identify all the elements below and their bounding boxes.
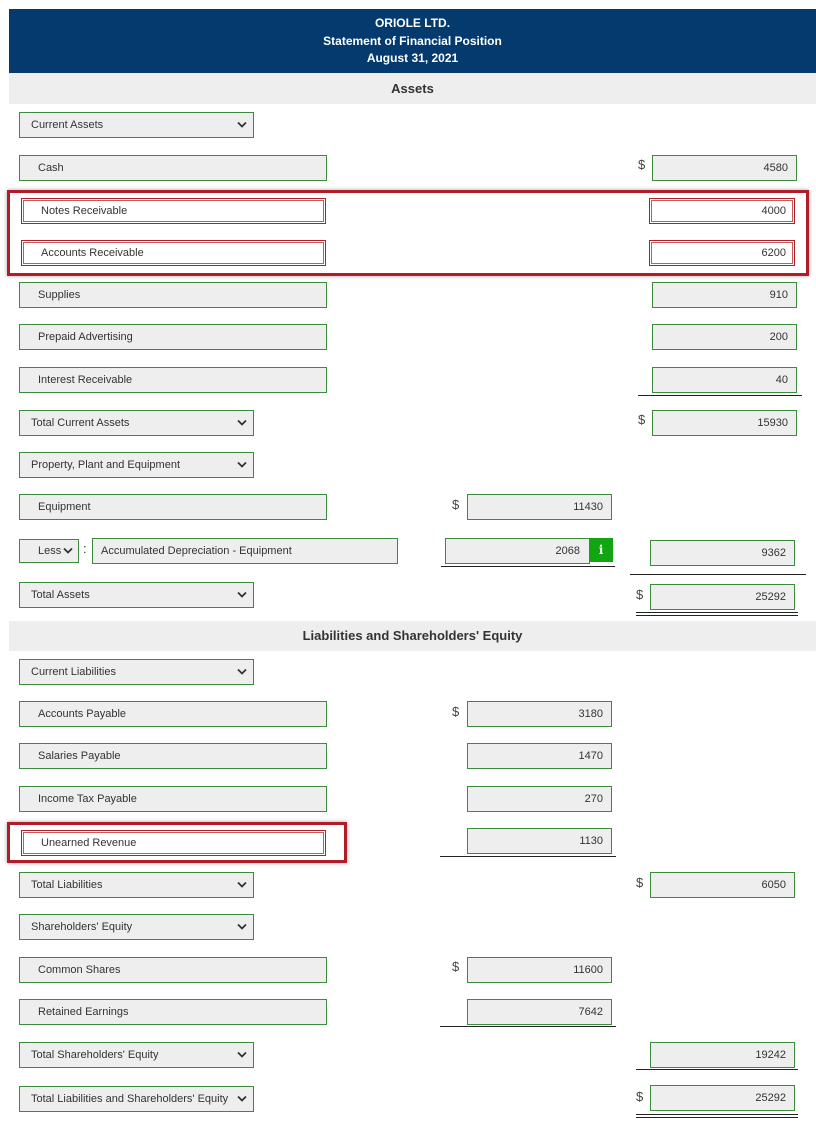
current-liabilities-select[interactable] (19, 659, 254, 685)
total-shareholders-equity-amount-input[interactable]: 19242 (650, 1042, 795, 1068)
supplies-amount-input[interactable]: 910 (652, 282, 797, 308)
accumulated-depreciation-amount-input[interactable]: 2068 (445, 538, 590, 564)
chevron-down-icon (63, 547, 73, 555)
less-select-label: Less (38, 545, 62, 557)
income-tax-payable-label-field[interactable]: Income Tax Payable (19, 786, 327, 812)
total-current-assets-dollar-sign: $ (638, 412, 646, 427)
chevron-down-icon (237, 1051, 247, 1059)
equipment-amount-input[interactable]: 11430 (467, 494, 612, 520)
equipment-dollar-sign: $ (452, 497, 460, 512)
total-assets-double-underline-top (636, 612, 798, 613)
total-liabilities-select-label: Total Liabilities (31, 879, 103, 891)
shareholders-equity-select[interactable] (19, 914, 254, 940)
salaries-payable-label-field[interactable]: Salaries Payable (19, 743, 327, 769)
cash-amount-input[interactable]: 4580 (652, 155, 797, 181)
equity-underline (440, 1026, 616, 1027)
shareholders-equity-select-label: Shareholders' Equity (31, 921, 133, 933)
prepaid-advertising-amount-input[interactable]: 200 (652, 324, 797, 350)
depreciation-underline (441, 566, 615, 567)
unearned-revenue-label-field[interactable]: Unearned Revenue (21, 830, 326, 856)
accumulated-depreciation-label-field[interactable]: Accumulated Depreciation - Equipment (92, 538, 398, 564)
accounts-payable-label-field[interactable]: Accounts Payable (19, 701, 327, 727)
total-shareholders-equity-select-label: Total Shareholders' Equity (31, 1049, 159, 1061)
equipment-label-field[interactable]: Equipment (19, 494, 327, 520)
info-icon[interactable]: i (589, 538, 613, 562)
total-current-assets-select[interactable] (19, 410, 254, 436)
retained-earnings-amount-input[interactable]: 7642 (467, 999, 612, 1025)
interest-receivable-label-field[interactable]: Interest Receivable (19, 367, 327, 393)
total-assets-double-underline-bottom (636, 615, 798, 616)
supplies-label-field[interactable]: Supplies (19, 282, 327, 308)
income-tax-payable-amount-input[interactable]: 270 (467, 786, 612, 812)
chevron-down-icon (237, 923, 247, 931)
chevron-down-icon (237, 419, 247, 427)
chevron-down-icon (237, 1095, 247, 1103)
chevron-down-icon (237, 121, 247, 129)
net-equipment-amount-input[interactable]: 9362 (650, 540, 795, 566)
total-current-assets-amount-input[interactable]: 15930 (652, 410, 797, 436)
total-liabilities-dollar-sign: $ (636, 875, 644, 890)
statement-date: August 31, 2021 (366, 51, 459, 65)
total-assets-select[interactable] (19, 582, 254, 608)
accounts-receivable-amount-input[interactable]: 6200 (649, 240, 795, 266)
notes-receivable-amount-input[interactable]: 4000 (649, 198, 795, 224)
accounts-payable-dollar-sign: $ (452, 704, 460, 719)
chevron-down-icon (237, 461, 247, 469)
subtotal-underline (638, 395, 802, 396)
chevron-down-icon (237, 591, 247, 599)
liabilities-underline (440, 856, 616, 857)
accounts-receivable-label-field[interactable]: Accounts Receivable (21, 240, 326, 266)
total-liabilities-amount-input[interactable]: 6050 (650, 872, 795, 898)
interest-receivable-amount-input[interactable]: 40 (652, 367, 797, 393)
cash-dollar-sign: $ (638, 157, 646, 172)
ppe-underline (630, 574, 806, 575)
total-equity-underline (636, 1069, 798, 1070)
ppe-select[interactable] (19, 452, 254, 478)
assets-section-header: Assets (9, 73, 816, 104)
total-liabilities-equity-select[interactable] (19, 1086, 254, 1112)
statement-header (9, 9, 816, 73)
less-select[interactable] (19, 539, 79, 563)
salaries-payable-amount-input[interactable]: 1470 (467, 743, 612, 769)
chevron-down-icon (237, 881, 247, 889)
total-liabilities-equity-dollar-sign: $ (636, 1089, 644, 1104)
total-shareholders-equity-select[interactable] (19, 1042, 254, 1068)
total-liabilities-equity-amount-input[interactable]: 25292 (650, 1085, 795, 1111)
colon-separator: : (83, 541, 87, 556)
notes-receivable-label-field[interactable]: Notes Receivable (21, 198, 326, 224)
current-assets-select-label: Current Assets (31, 119, 104, 131)
total-current-assets-select-label: Total Current Assets (31, 417, 130, 429)
current-assets-select[interactable] (19, 112, 254, 138)
prepaid-advertising-label-field[interactable]: Prepaid Advertising (19, 324, 327, 350)
chevron-down-icon (237, 668, 247, 676)
total-liabilities-select[interactable] (19, 872, 254, 898)
total-assets-select-label: Total Assets (31, 589, 90, 601)
liabilities-equity-section-header: Liabilities and Shareholders' Equity (9, 621, 816, 651)
common-shares-label-field[interactable]: Common Shares (19, 957, 327, 983)
total-assets-amount-input[interactable]: 25292 (650, 584, 795, 610)
unearned-revenue-amount-input[interactable]: 1130 (467, 828, 612, 854)
accounts-payable-amount-input[interactable]: 3180 (467, 701, 612, 727)
total-liab-equity-double-underline-top (636, 1114, 798, 1115)
statement-title: Statement of Financial Position (323, 33, 502, 48)
ppe-select-label: Property, Plant and Equipment (31, 459, 180, 471)
total-liabilities-equity-select-label: Total Liabilities and Shareholders' Equity (31, 1093, 229, 1105)
retained-earnings-label-field[interactable]: Retained Earnings (19, 999, 327, 1025)
cash-label-field[interactable]: Cash (19, 155, 327, 181)
current-liabilities-select-label: Current Liabilities (31, 666, 116, 678)
company-name: ORIOLE LTD. (374, 16, 451, 30)
total-assets-dollar-sign: $ (636, 587, 644, 602)
common-shares-amount-input[interactable]: 11600 (467, 957, 612, 983)
total-liab-equity-double-underline-bottom (636, 1117, 798, 1118)
common-shares-dollar-sign: $ (452, 959, 460, 974)
